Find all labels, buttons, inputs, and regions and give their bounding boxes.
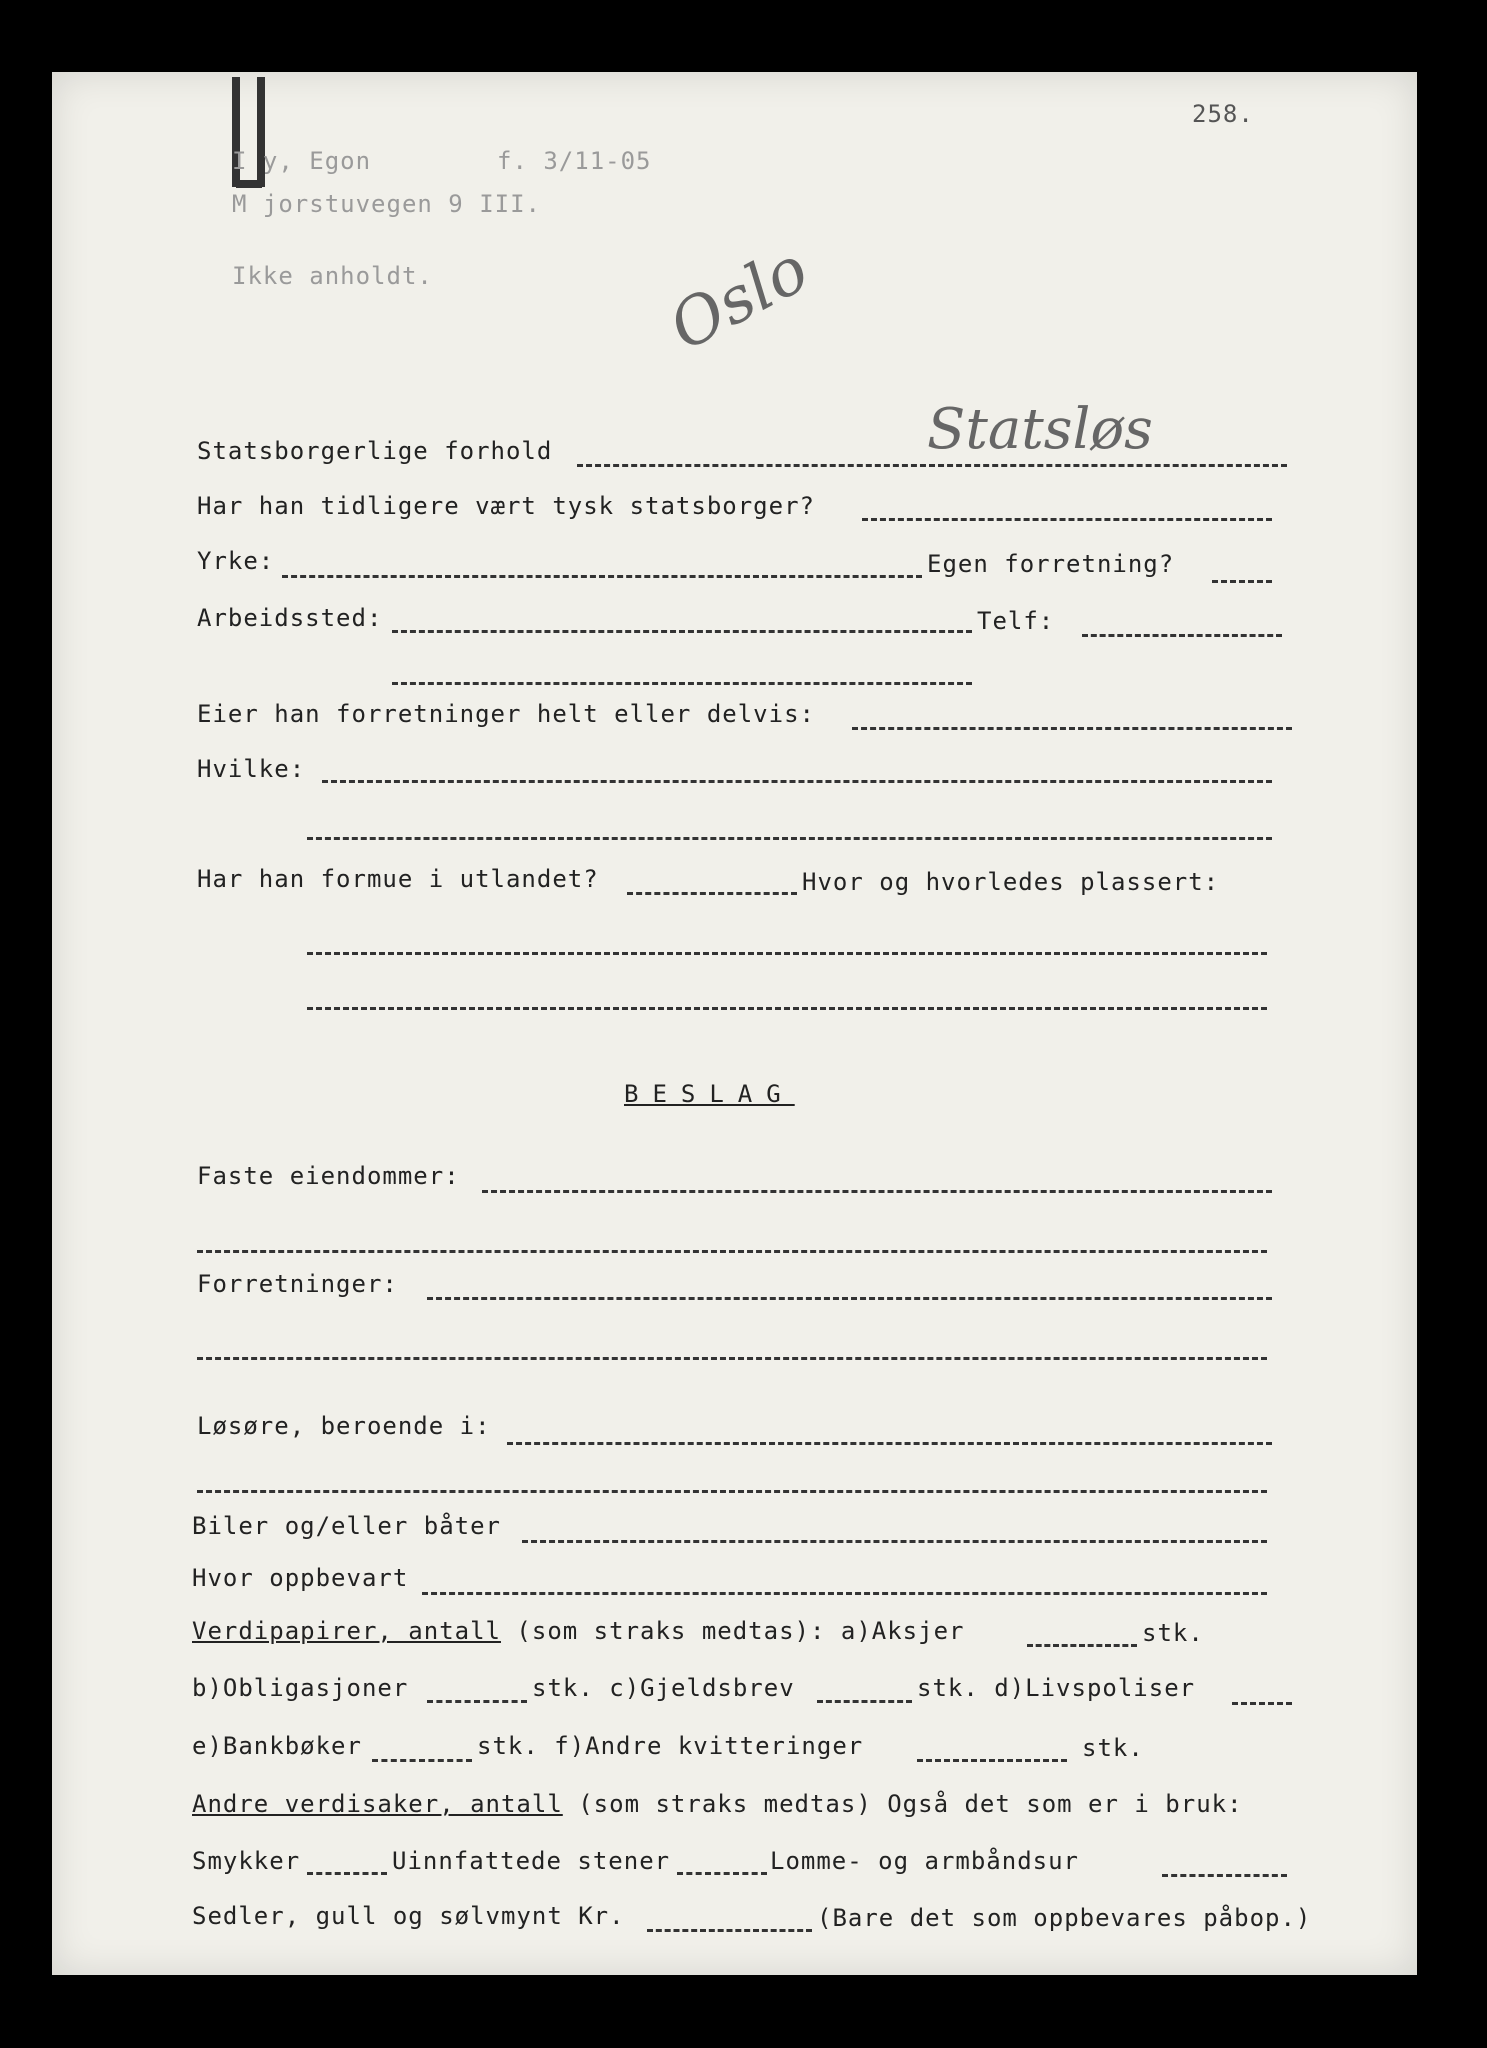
cash-label: Sedler, gull og sølvmynt Kr. — [192, 1902, 625, 1930]
fill-line — [677, 1872, 767, 1875]
fill-line — [507, 1442, 1272, 1445]
fill-line — [197, 1357, 1267, 1360]
fill-line — [577, 464, 1287, 467]
fill-line — [427, 1297, 1272, 1300]
fill-line — [392, 682, 972, 685]
valuables-rest: (som straks medtas) Også det som er i bruk: — [562, 1790, 1243, 1818]
name-line: I y, Egon — [232, 147, 372, 175]
fill-line — [482, 1190, 1272, 1193]
fill-line — [522, 1540, 1267, 1543]
placement-label: Hvor og hvorledes plassert: — [802, 868, 1220, 896]
fill-line — [627, 892, 797, 895]
debt-letters-label: stk. c)Gjeldsbrev — [532, 1674, 795, 1702]
arrest-status: Ikke anholdt. — [232, 262, 433, 290]
occupation-label: Yrke: — [197, 547, 275, 575]
fill-line — [307, 952, 1267, 955]
fill-line — [817, 1700, 912, 1703]
address-line: M jorstuvegen 9 III. — [232, 190, 541, 218]
securities-line — [192, 1617, 964, 1645]
fill-line — [852, 727, 1292, 730]
vehicles-label: Biler og/eller båter — [192, 1512, 501, 1540]
birth-date: f. 3/11-05 — [497, 147, 652, 175]
fill-line — [917, 1759, 1067, 1762]
fill-line — [307, 1872, 387, 1875]
life-policies-label: stk. d)Livspoliser — [917, 1674, 1196, 1702]
businesses-label: Forretninger: — [197, 1270, 398, 1298]
fill-line — [307, 1007, 1267, 1010]
movables-label: Løsøre, beroende i: — [197, 1412, 491, 1440]
fill-line — [427, 1700, 527, 1703]
page-number: 258. — [1192, 100, 1254, 128]
fill-line — [282, 575, 922, 578]
fill-line — [1232, 1702, 1292, 1705]
bonds-label: b)Obligasjoner — [192, 1674, 409, 1702]
bankbooks-label: e)Bankbøker — [192, 1732, 362, 1760]
unset-stones-label: Uinnfattede stener — [392, 1847, 671, 1875]
receipts-unit: stk. — [1082, 1734, 1144, 1762]
jewelry-label: Smykker — [192, 1847, 301, 1875]
fill-line — [197, 1490, 1267, 1493]
valuables-line — [192, 1790, 1243, 1818]
fill-line — [1027, 1644, 1137, 1647]
fill-line — [1082, 634, 1282, 637]
foreign-assets-label: Har han formue i utlandet? — [197, 865, 599, 893]
securities-title: Verdipapirer, antall — [192, 1617, 501, 1645]
phone-label: Telf: — [977, 607, 1055, 635]
staple-mark — [236, 180, 262, 188]
fill-line — [422, 1592, 1267, 1595]
handwritten-place: Oslo — [658, 232, 821, 366]
workplace-label: Arbeidssted: — [197, 604, 383, 632]
valuables-title: Andre verdisaker, antall — [192, 1790, 563, 1818]
german-citizen-label: Har han tidligere vært tysk statsborger? — [197, 492, 815, 520]
fill-line — [1212, 580, 1272, 583]
seizure-heading: BESLAG — [624, 1080, 795, 1108]
fill-line — [862, 518, 1272, 521]
fill-line — [372, 1759, 472, 1762]
fill-line — [647, 1929, 812, 1932]
fill-line — [197, 1250, 1267, 1253]
handwritten-citizenship: Statsløs — [927, 397, 1153, 462]
stocks-unit: stk. — [1142, 1619, 1204, 1647]
fill-line — [392, 630, 972, 633]
other-receipts-label: stk. f)Andre kvitteringer — [477, 1732, 864, 1760]
watches-label: Lomme- og armbåndsur — [770, 1847, 1079, 1875]
fill-line — [1162, 1874, 1287, 1877]
kept-note: (Bare det som oppbevares påbop.) — [817, 1904, 1312, 1932]
owns-business-label: Eier han forretninger helt eller delvis: — [197, 700, 815, 728]
citizenship-label: Statsborgerlige forhold — [197, 437, 553, 465]
fill-line — [307, 837, 1272, 840]
fill-line — [322, 780, 1272, 783]
real-estate-label: Faste eiendommer: — [197, 1162, 460, 1190]
document-page — [52, 72, 1417, 1975]
own-business-label: Egen forretning? — [927, 550, 1175, 578]
which-label: Hvilke: — [197, 755, 306, 783]
storage-label: Hvor oppbevart — [192, 1564, 409, 1592]
securities-rest: (som straks medtas): a)Aksjer — [500, 1617, 965, 1645]
